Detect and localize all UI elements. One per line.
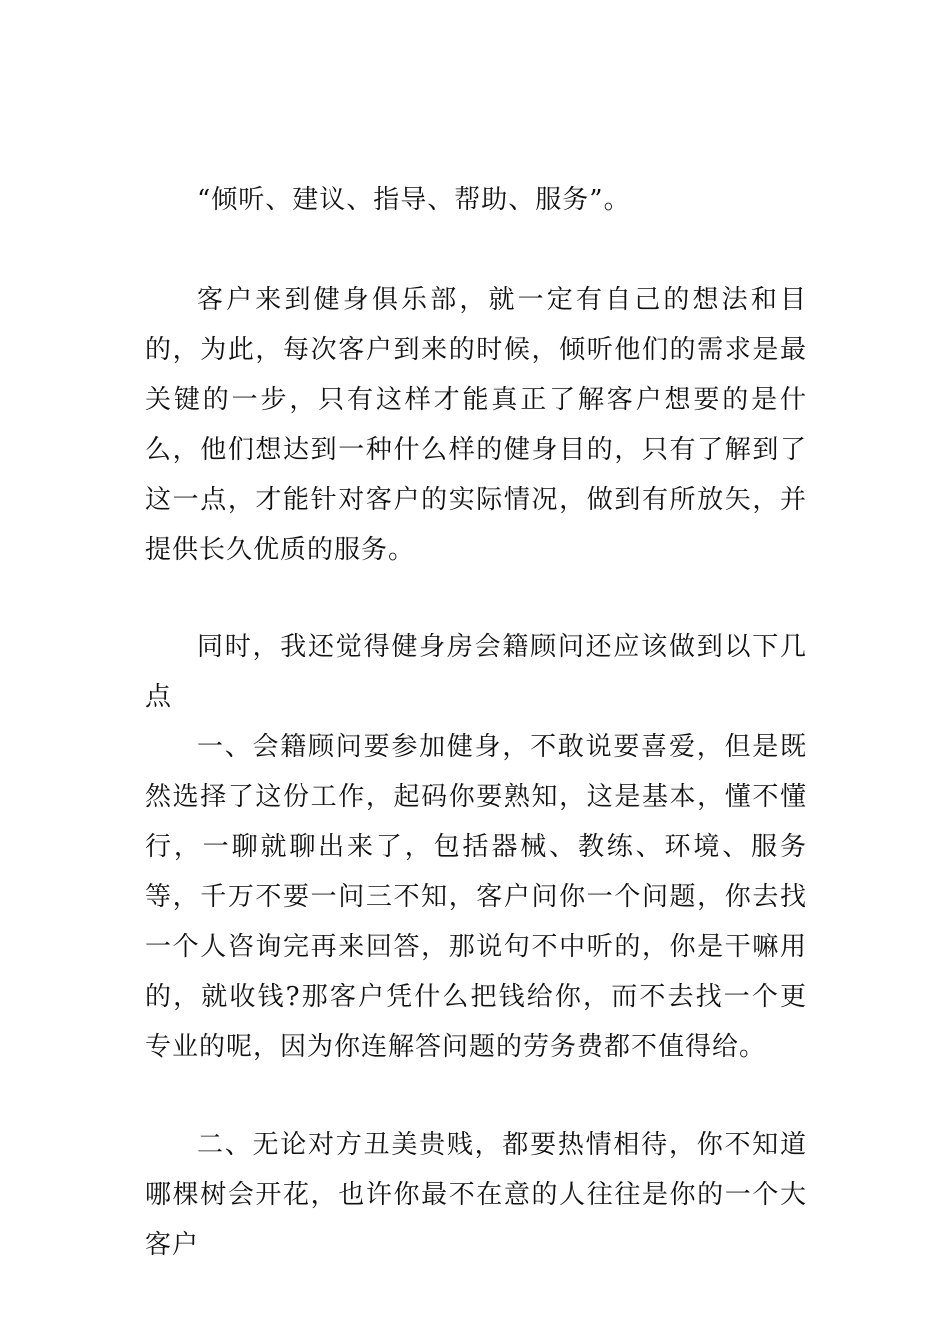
paragraph-additional-points-intro: 同时，我还觉得健身房会籍顾问还应该做到以下几点 bbox=[145, 632, 807, 712]
paragraph-point-one: 一、会籍顾问要参加健身，不敢说要喜爱，但是既然选择了这份工作，起码你要熟知，这是基本，懂不懂行，一聊就聊出来了，包括器械、教练、环境、服务等，千万不要一问三不知，客户问你一个问题，你去找一个人咨询完再来回答，那说句不中听的，你是干嘛用的，就收钱?那客户凭什么把钱给你，而不去找一个更专业的呢，因为你连解答问题的劳务费都不值得给。 bbox=[145, 732, 807, 1062]
paragraph-service-principles: “倾听、建议、指导、帮助、服务”。 bbox=[197, 185, 631, 215]
paragraph-point-two: 二、无论对方丑美贵贱，都要热情相待，你不知道哪棵树会开花，也许你最不在意的人往往是你的一个大客户 bbox=[145, 1130, 807, 1260]
paragraph-listening: 客户来到健身俱乐部，就一定有自己的想法和目的，为此，每次客户到来的时候，倾听他们的需求是最关键的一步，只有这样才能真正了解客户想要的是什么，他们想达到一种什么样的健身目的，只有了解到了这一点，才能针对客户的实际情况，做到有所放矢，并提供长久优质的服务。 bbox=[145, 285, 807, 565]
